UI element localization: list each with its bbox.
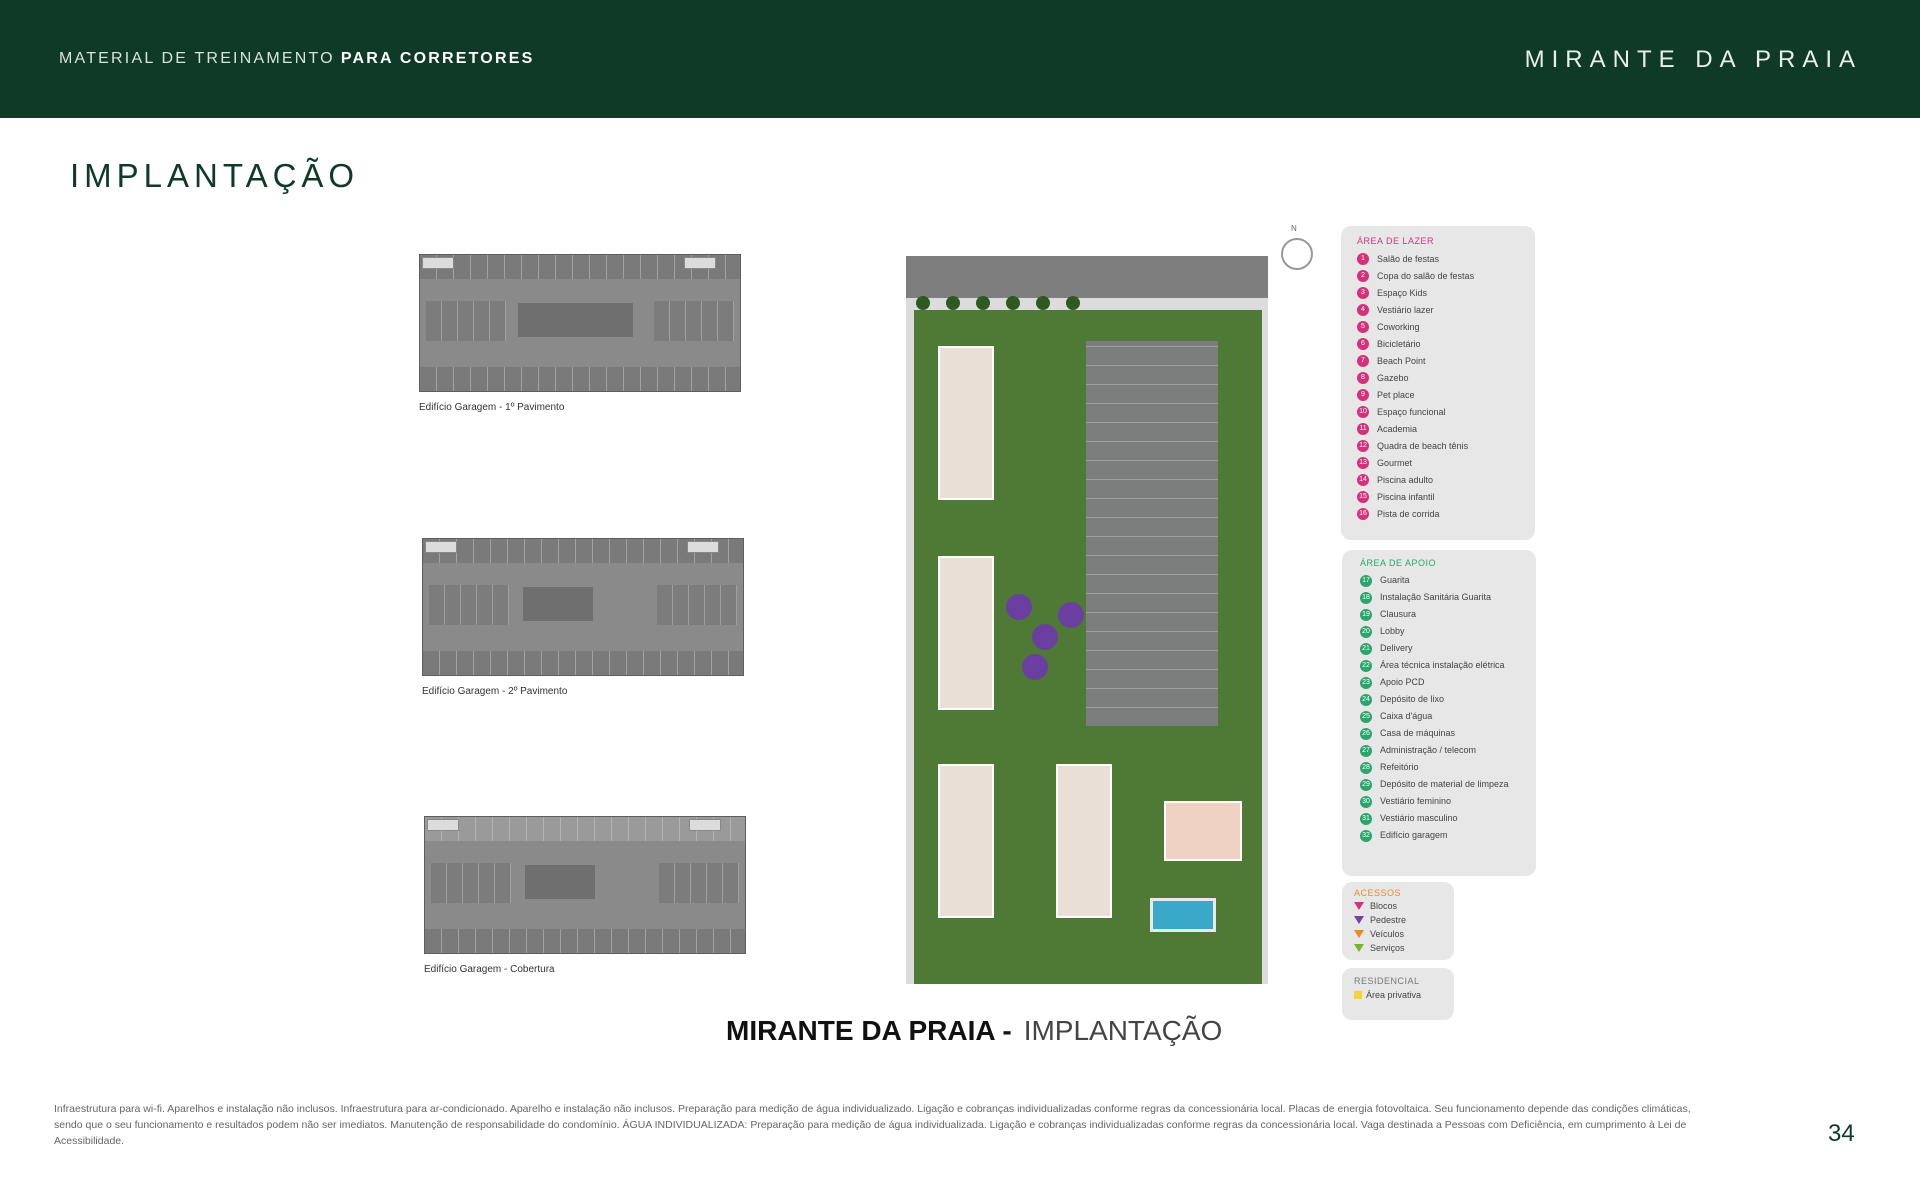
number-marker-icon: 16: [1357, 508, 1369, 520]
legend-support-item-label: Clausura: [1380, 609, 1417, 620]
number-marker-icon: 8: [1357, 372, 1369, 384]
legend-leisure-item: [1357, 488, 1535, 505]
legend-support-item: [1360, 810, 1536, 827]
legend-leisure-item: [1357, 284, 1535, 301]
legend-leisure-item: [1357, 386, 1535, 403]
number-marker-icon: 32: [1360, 830, 1372, 842]
legend-support-item-label: Delivery: [1380, 643, 1413, 654]
legend-leisure-item-label: Quadra de beach tênis: [1377, 440, 1469, 451]
north-arrow-icon: [1281, 238, 1313, 270]
legend-leisure-item: [1357, 301, 1535, 318]
legend-leisure-item-label: Espaço Kids: [1377, 287, 1428, 298]
legend-support-item: [1360, 623, 1536, 640]
legend-access-item: [1354, 927, 1454, 941]
legend-support-item-label: Refeitório: [1380, 762, 1419, 773]
tree-icon: [1006, 594, 1032, 620]
header-project-name: MIRANTE DA PRAIA: [1524, 46, 1862, 73]
tree-icon: [1066, 296, 1080, 310]
garage-plan-2: [422, 538, 744, 697]
residential-block-3: [938, 764, 994, 918]
site-plan-map: [906, 256, 1268, 984]
legend-leisure-item: [1357, 369, 1535, 386]
number-marker-icon: 9: [1357, 389, 1369, 401]
number-marker-icon: 29: [1360, 779, 1372, 791]
number-marker-icon: 15: [1357, 491, 1369, 503]
legend-support-item-label: Edifício garagem: [1380, 830, 1448, 841]
plan-title-bold: MIRANTE DA PRAIA -: [726, 1015, 1012, 1046]
legend-support-title: ÁREA DE APOIO: [1360, 558, 1437, 568]
tree-icon: [946, 296, 960, 310]
legend-residential-item: [1354, 990, 1454, 1000]
legend-support-item: [1360, 606, 1536, 623]
legend-leisure-item-label: Piscina infantil: [1377, 491, 1435, 502]
tree-icon: [1032, 624, 1058, 650]
legend-leisure-item-label: Coworking: [1377, 321, 1420, 332]
number-marker-icon: 7: [1357, 355, 1369, 367]
legend-support-item: [1360, 776, 1536, 793]
residential-block-1: [938, 346, 994, 500]
legend-support-item: [1360, 725, 1536, 742]
tree-icon: [916, 296, 930, 310]
legend-accesses: [1342, 882, 1454, 960]
number-marker-icon: 1: [1357, 253, 1369, 265]
private-area-swatch: [1354, 991, 1362, 999]
legend-leisure-item-label: Vestiário lazer: [1377, 304, 1434, 315]
number-marker-icon: 4: [1357, 304, 1369, 316]
number-marker-icon: 11: [1357, 423, 1369, 435]
legend-support-item-label: Administração / telecom: [1380, 745, 1477, 756]
legend-support-item-label: Lobby: [1380, 626, 1405, 637]
legend-leisure-item: [1357, 454, 1535, 471]
number-marker-icon: 18: [1360, 592, 1372, 604]
legend-leisure-item-label: Bicicletário: [1377, 338, 1421, 349]
legend-access-item-label: Serviços: [1370, 943, 1405, 953]
legend-leisure-item: [1357, 437, 1535, 454]
parking-area: [1086, 341, 1218, 726]
legend-support-item-label: Vestiário masculino: [1380, 813, 1458, 824]
garage-plan-3-drawing: [424, 816, 746, 954]
legend-support-item: [1360, 572, 1536, 589]
number-marker-icon: 20: [1360, 626, 1372, 638]
number-marker-icon: 19: [1360, 609, 1372, 621]
legend-support-item: [1360, 827, 1536, 844]
tree-icon: [1058, 602, 1084, 628]
legend-leisure-item-label: Gazebo: [1377, 372, 1409, 383]
residential-block-4: [1056, 764, 1112, 918]
plan-title-light: IMPLANTAÇÃO: [1023, 1015, 1223, 1046]
legend-leisure-title: ÁREA DE LAZER: [1357, 236, 1435, 246]
legend-access-item: [1354, 941, 1454, 955]
legend-access-item: [1354, 913, 1454, 927]
street: [906, 256, 1268, 298]
legend-support-item: [1360, 742, 1536, 759]
access-arrow-icon: [1354, 902, 1364, 910]
number-marker-icon: 14: [1357, 474, 1369, 486]
legend-support-item: [1360, 640, 1536, 657]
legend-leisure-item: [1357, 318, 1535, 335]
legend-support-item: [1360, 793, 1536, 810]
number-marker-icon: 23: [1360, 677, 1372, 689]
legend-leisure-item: [1357, 352, 1535, 369]
garage-plan-3: [424, 816, 746, 975]
number-marker-icon: 13: [1357, 457, 1369, 469]
legend-support-item-label: Guarita: [1380, 575, 1410, 586]
header-subtitle-bold: PARA CORRETORES: [340, 50, 535, 67]
legend-residential: [1342, 968, 1454, 1020]
number-marker-icon: 6: [1357, 338, 1369, 350]
legend-support-item-label: Apoio PCD: [1380, 677, 1425, 688]
legend-leisure-item-label: Pista de corrida: [1377, 508, 1440, 519]
header-subtitle-light: MATERIAL DE TREINAMENTO: [59, 50, 335, 67]
legend-leisure-item-label: Gourmet: [1377, 457, 1413, 468]
header-bar: [0, 0, 1920, 118]
legend-leisure-item: [1357, 505, 1535, 522]
legend-leisure-item-label: Academia: [1377, 423, 1418, 434]
legend-leisure-item: [1357, 250, 1535, 267]
legend-leisure-item: [1357, 335, 1535, 352]
legend-support-item: [1360, 691, 1536, 708]
legend-support-item: [1360, 589, 1536, 606]
legend-support: [1342, 550, 1536, 876]
legend-access-item-label: Veículos: [1370, 929, 1405, 939]
number-marker-icon: 24: [1360, 694, 1372, 706]
number-marker-icon: 26: [1360, 728, 1372, 740]
north-label: N: [1291, 224, 1297, 233]
legend-accesses-title: ACESSOS: [1354, 888, 1402, 898]
access-arrow-icon: [1354, 944, 1364, 952]
legend-residential-item-label: Área privativa: [1366, 990, 1422, 1000]
legend-support-item-label: Caixa d'água: [1380, 711, 1433, 722]
header-subtitle: [59, 50, 534, 68]
garage-plan-2-drawing: [422, 538, 744, 676]
legend-access-item: [1354, 899, 1454, 913]
legend-leisure-item: [1357, 420, 1535, 437]
legend-access-item-label: Pedestre: [1370, 915, 1407, 925]
page-number: 34: [1828, 1120, 1855, 1147]
number-marker-icon: 31: [1360, 813, 1372, 825]
legend-support-item: [1360, 759, 1536, 776]
legend-leisure-item-label: Espaço funcional: [1377, 406, 1446, 417]
number-marker-icon: 3: [1357, 287, 1369, 299]
legend-support-item-label: Casa de máquinas: [1380, 728, 1456, 739]
residential-block-2: [938, 556, 994, 710]
tree-icon: [976, 296, 990, 310]
legend-leisure-item-label: Salão de festas: [1377, 253, 1440, 264]
number-marker-icon: 28: [1360, 762, 1372, 774]
legend-leisure-item-label: Copa do salão de festas: [1377, 270, 1475, 281]
legend-support-item-label: Instalação Sanitária Guarita: [1380, 592, 1492, 603]
legal-footnote: Infraestrutura para wi-fi. Aparelhos e instalação não inclusos. Infraestrutura para ar-condicionado. Aparelho e instalação não inclusos. Preparação para medição de água individualizado. Ligação e cobranças individualizadas conforme regras da concessionária local. Placas de energia fotovoltaica. Seu funcionamento depende das condições climáticas, sendo que o seu funcionamento e resultados podem não ser imediatos. Manutenção de responsabilidade do condomínio. ÁGUA INDIVIDUALIZADA: Preparação para medição de água individualizada. Ligação e cobranças individualizadas conforme regras da concessionária local. Vaga destinada a Pessoas com Deficiência, em cumprimento à Lei de Acessibilidade.: [54, 1103, 1691, 1147]
legend-support-item-label: Vestiário feminino: [1380, 796, 1452, 807]
number-marker-icon: 17: [1360, 575, 1372, 587]
legend-residential-title: RESIDENCIAL: [1354, 976, 1420, 986]
legend-leisure-item-label: Beach Point: [1377, 355, 1426, 366]
number-marker-icon: 22: [1360, 660, 1372, 672]
garage-plan-1-drawing: [419, 254, 741, 392]
garage-plan-3-caption: Edifício Garagem - Cobertura: [424, 964, 555, 975]
legend-leisure-item: [1357, 267, 1535, 284]
access-arrow-icon: [1354, 916, 1364, 924]
number-marker-icon: 10: [1357, 406, 1369, 418]
legend-support-item-label: Depósito de lixo: [1380, 694, 1445, 705]
swimming-pool: [1150, 898, 1216, 932]
number-marker-icon: 2: [1357, 270, 1369, 282]
number-marker-icon: 30: [1360, 796, 1372, 808]
tree-icon: [1022, 654, 1048, 680]
legend-access-item-label: Blocos: [1370, 901, 1398, 911]
garage-plan-2-caption: Edifício Garagem - 2º Pavimento: [422, 686, 568, 697]
legend-support-item-label: Área técnica instalação elétrica: [1380, 660, 1505, 671]
number-marker-icon: 5: [1357, 321, 1369, 333]
tree-icon: [1006, 296, 1020, 310]
tree-icon: [1036, 296, 1050, 310]
garage-plan-1-caption: Edifício Garagem - 1º Pavimento: [419, 402, 565, 413]
access-arrow-icon: [1354, 930, 1364, 938]
beach-tennis-court: [1164, 801, 1242, 861]
number-marker-icon: 25: [1360, 711, 1372, 723]
legend-leisure: [1341, 226, 1535, 540]
legend-leisure-item: [1357, 403, 1535, 420]
garage-plan-1: [419, 254, 741, 413]
page-title: IMPLANTAÇÃO: [70, 157, 360, 194]
legend-support-item-label: Depósito de material de limpeza: [1380, 779, 1509, 790]
legend-leisure-item-label: Piscina adulto: [1377, 474, 1434, 485]
legend-support-item: [1360, 657, 1536, 674]
number-marker-icon: 12: [1357, 440, 1369, 452]
number-marker-icon: 21: [1360, 643, 1372, 655]
legend-leisure-item: [1357, 471, 1535, 488]
legend-support-item: [1360, 674, 1536, 691]
number-marker-icon: 27: [1360, 745, 1372, 757]
plan-title: [726, 1015, 1222, 1047]
legend-leisure-item-label: Pet place: [1377, 389, 1415, 400]
legend-support-item: [1360, 708, 1536, 725]
